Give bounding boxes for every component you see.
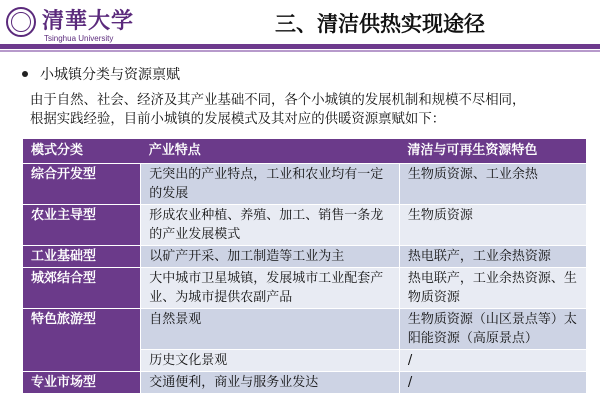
town-classification-table <box>23 139 586 394</box>
resource-cell: / <box>399 350 586 372</box>
table-row <box>23 246 586 268</box>
slide-title: 三、清洁供热实现途径 <box>275 12 485 36</box>
column-header-resource: 清洁与可再生资源特色 <box>399 139 586 164</box>
resource-cell: 热电联产，工业余热资源、生物质资源 <box>399 268 586 309</box>
table-row <box>23 268 586 309</box>
resource-cell: 生物质资源 <box>399 205 586 246</box>
industry-cell: 形成农业种植、养殖、加工、销售一条龙的产业发展模式 <box>141 205 400 246</box>
intro-line-1: 由于自然、社会、经济及其产业基础不同，各个小城镇的发展机制和规模不尽相同， <box>30 93 526 108</box>
section-bullet <box>22 64 180 84</box>
industry-cell: 大中城市卫星城镇，发展城市工业配套产业、为城市提供农副产品 <box>141 268 400 309</box>
logo-english-name: Tsinghua University <box>44 34 114 43</box>
mode-cell: 特色旅游型 <box>23 309 141 372</box>
resource-cell: 生物质资源、工业余热 <box>399 164 586 205</box>
title-divider-thin <box>0 50 600 52</box>
mode-cell: 综合开发型 <box>23 164 141 205</box>
table-row <box>23 372 586 394</box>
title-divider <box>0 44 600 49</box>
column-header-mode: 模式分类 <box>23 139 141 164</box>
table-row <box>23 205 586 246</box>
industry-cell: 以矿产开采、加工制造等工业为主 <box>141 246 400 268</box>
mode-cell: 工业基础型 <box>23 246 141 268</box>
table-row <box>23 164 586 205</box>
mode-cell: 城郊结合型 <box>23 268 141 309</box>
table-row <box>23 309 586 350</box>
resource-cell: 热电联产，工业余热资源 <box>399 246 586 268</box>
intro-paragraph <box>30 91 590 129</box>
resource-cell: / <box>399 372 586 394</box>
column-header-industry: 产业特点 <box>141 139 400 164</box>
mode-cell: 专业市场型 <box>23 372 141 394</box>
industry-cell: 历史文化景观 <box>141 350 400 372</box>
university-seal-icon <box>6 7 36 37</box>
bullet-icon <box>22 71 28 77</box>
industry-cell: 自然景观 <box>141 309 400 350</box>
intro-line-2: 根据实践经验，目前小城镇的发展模式及其对应的供暖资源禀赋如下： <box>30 112 446 127</box>
resource-cell: 生物质资源（山区景点等）太阳能资源（高原景点） <box>399 309 586 350</box>
section-heading: 小城镇分类与资源禀赋 <box>40 67 180 83</box>
logo-chinese-name: 清華大学 <box>42 8 135 34</box>
industry-cell: 无突出的产业特点，工业和农业均有一定的发展 <box>141 164 400 205</box>
industry-cell: 交通便利，商业与服务业发达 <box>141 372 400 394</box>
table-header-row <box>23 139 586 164</box>
mode-cell: 农业主导型 <box>23 205 141 246</box>
